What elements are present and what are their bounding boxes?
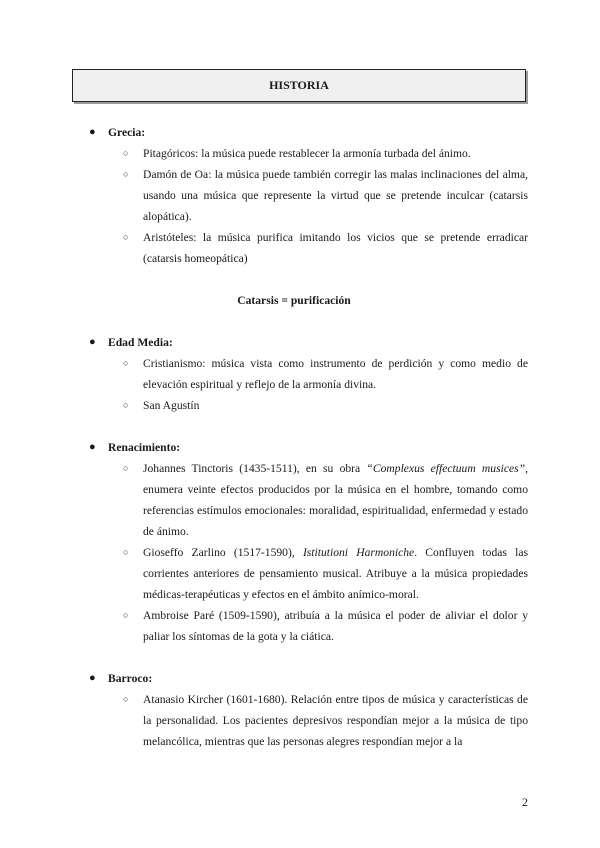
list-barroco — [108, 689, 528, 752]
circle-bullet-icon: ○ — [123, 169, 129, 179]
work-title: “Complexus effectuum musices” — [366, 462, 526, 475]
section-grecia — [88, 122, 528, 269]
list-edad-media — [108, 353, 528, 416]
list-item: ○ Pitagóricos: la música puede restablecer la armonía turbada del ánimo. — [123, 143, 528, 164]
section-heading-renacimiento: Renacimiento: — [108, 441, 181, 454]
section-heading-barroco: Barroco: — [108, 672, 153, 685]
section-heading-edad-media: Edad Media: — [108, 336, 173, 349]
bullet-icon: ● — [89, 126, 96, 138]
work-title: Istitutioni Harmoniche — [302, 546, 415, 559]
document-body — [88, 120, 528, 752]
section-heading-grecia: Grecia: — [108, 126, 146, 139]
list-item: ○ Atanasio Kircher (1601-1680). Relación entre tipos de música y características de la personalidad. Los pacientes depresivos respondían mejor a la música de tipo melancólica, mientras que las personas alegres respondían mejor a la — [123, 689, 528, 752]
bullet-icon: ● — [89, 441, 96, 453]
circle-bullet-icon: ○ — [123, 232, 129, 242]
circle-bullet-icon: ○ — [123, 358, 129, 368]
list-grecia — [108, 143, 528, 269]
circle-bullet-icon: ○ — [123, 610, 129, 620]
list-item: ○ Gioseffo Zarlino (1517-1590), Istitutioni Harmoniche. Confluyen todas las corrientes anteriores de pensamiento musical. Atribuye a la música propiedades médicas-terapéuticas y efectos en el ámbito anímico-moral. — [123, 542, 528, 605]
section-edad-media — [88, 332, 528, 416]
catarsis-definition: Catarsis = purificación — [237, 294, 351, 307]
list-item: ○ Ambroise Paré (1509-1590), atribuía a la música el poder de aliviar el dolor y paliar los síntomas de la gota y la ciática. — [123, 605, 528, 647]
bullet-icon: ● — [89, 672, 96, 684]
section-renacimiento — [88, 437, 528, 647]
circle-bullet-icon: ○ — [123, 694, 129, 704]
circle-bullet-icon: ○ — [123, 400, 129, 410]
section-barroco — [88, 668, 528, 752]
list-item: ○ Damón de Oa: la música puede también corregir las malas inclinaciones del alma, usando una música que represente la virtud que se pretende inculcar (catarsis alopática). — [123, 164, 528, 227]
circle-bullet-icon: ○ — [123, 148, 129, 158]
circle-bullet-icon: ○ — [123, 547, 129, 557]
list-item: ○ Cristianismo: música vista como instrumento de perdición y como medio de elevación espiritual y reflejo de la armonía divina. — [123, 353, 528, 395]
list-item: ○ Johannes Tinctoris (1435-1511), en su obra “Complexus effectuum musices”, enumera veinte efectos producidos por la música en el hombre, tomando como referencias estímulos emocionales: moralidad, espiritualidad, enfermedad y estado de ánimo. — [123, 458, 528, 542]
page-title-box — [72, 69, 526, 102]
list-item: ○ San Agustín — [123, 395, 528, 416]
circle-bullet-icon: ○ — [123, 463, 129, 473]
page-title: HISTORIA — [269, 78, 329, 92]
list-renacimiento — [108, 458, 528, 647]
bullet-icon: ● — [89, 336, 96, 348]
list-item: ○ Aristóteles: la música purifica imitando los vicios que se pretende erradicar (catarsis homeopática) — [123, 227, 528, 269]
page-number: 2 — [522, 795, 528, 809]
